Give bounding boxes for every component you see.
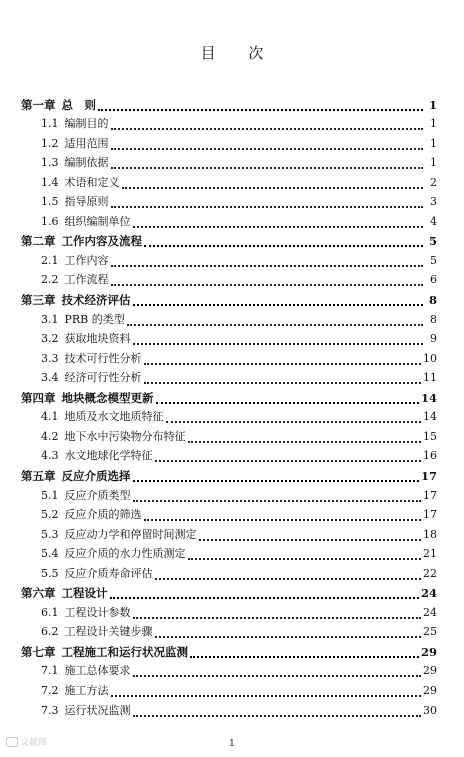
toc-entry-label [41,254,109,268]
toc-entry-label [41,332,131,346]
toc-entry-number: 5.2 [41,508,59,522]
toc-entry-number: 2.2 [41,273,59,287]
toc-leader-dots [111,127,423,130]
toc-chapter-row [0,583,464,603]
toc-entry-number: 5.4 [41,547,59,561]
toc-entry-number: 第四章 [21,390,56,405]
toc-section-row [0,700,464,720]
page-number: 1 [229,739,235,749]
toc-entry-text: 工程设计关键步骤 [64,625,153,639]
toc-leader-dots [155,577,421,580]
toc-entry-label [41,547,186,561]
toc-entry-label [41,176,120,190]
toc-entry-text: PRB 的类型 [64,312,125,326]
toc-entry-label [41,449,153,463]
toc-entry-text: 反应动力学和停留时间测定 [64,527,197,541]
toc-page-number: 17 [423,508,437,522]
toc-page-number: 1 [430,136,437,150]
toc-section-row [0,153,464,173]
toc-leader-dots [111,147,423,150]
toc-entry-text: 工程施工和运行状况监测 [61,644,188,659]
toc-leader-dots [144,244,423,247]
toc-page-number: 2 [430,175,437,189]
toc-page-number: 5 [428,234,437,249]
toc-page-number: 4 [430,214,437,228]
toc-entry-number: 第一章 [21,97,56,112]
toc-leader-dots [111,694,421,697]
toc-page-number: 29 [420,644,437,659]
toc-entry-text: 工程设计参数 [64,605,131,619]
toc-entry-number: 6.1 [41,605,59,619]
toc-leader-dots [155,635,421,638]
toc-entry-text: 指导原则 [64,195,109,209]
toc-entry-number: 5.1 [41,488,59,502]
toc-entry-label [41,117,109,131]
toc-entry-number: 第七章 [21,644,56,659]
toc-leader-dots [144,381,421,384]
toc-chapter-row [0,465,464,485]
toc-entry-label [41,273,109,287]
toc-page-number: 10 [423,351,437,365]
toc-entry-label [41,410,164,424]
toc-entry-number: 5.5 [41,566,59,580]
toc-leader-dots [133,479,419,482]
toc-entry-text: 工程设计 [61,586,108,601]
toc-leader-dots [111,283,423,286]
toc-entry-number: 2.1 [41,253,59,267]
toc-entry-number: 第五章 [21,468,56,483]
toc-entry-text: 反应介质寿命评估 [64,566,153,580]
toc-page-number: 8 [430,312,437,326]
toc-title: 目 次 [200,44,278,62]
toc-entry-text: 技术可行性分析 [64,351,142,365]
toc-entry-label [41,508,142,522]
toc-section-row [0,446,464,466]
toc-entry-number: 1.3 [41,156,59,170]
toc-page-number: 16 [423,449,437,463]
toc-entry-number: 第三章 [21,293,56,307]
toc-page-number: 6 [430,273,437,287]
toc-entry-number: 3.3 [41,351,59,365]
toc-entry-label [41,664,131,678]
toc-chapter-row [0,290,464,310]
toc-entry-label [41,352,142,366]
toc-page-number: 1 [430,117,437,131]
toc-page-number: 9 [430,332,437,346]
toc-page-number: 24 [420,586,437,601]
toc-leader-dots [199,538,421,541]
toc-leader-dots [133,342,423,345]
toc-section-row [0,133,464,153]
toc-page-number: 21 [423,547,437,561]
toc-section-row [0,329,464,349]
toc-entry-label [41,704,131,718]
toc-entry-number: 第二章 [21,234,56,249]
toc-page-number: 25 [423,625,437,639]
toc-page-number: 5 [430,253,437,267]
toc-entry-text: 地质及水文地质特征 [64,410,164,424]
toc-chapter-row [0,231,464,251]
toc-entry-label [21,391,154,405]
toc-entry-number: 第六章 [21,586,56,601]
toc-leader-dots [156,401,419,404]
toc-section-row [0,114,464,134]
toc-entry-text: 反应介质的筛选 [64,508,142,522]
toc-chapter-row [0,641,464,661]
toc-leader-dots [133,616,421,619]
toc-page-number: 11 [423,371,437,385]
toc-leader-dots [188,440,421,443]
toc-entry-label [21,98,96,112]
toc-page-number: 3 [430,195,437,209]
toc-leader-dots [133,714,421,717]
toc-section-row [0,192,464,212]
toc-entry-text: 获取地块资料 [64,332,131,346]
toc-page-number: 30 [423,703,437,717]
toc-section-row [0,485,464,505]
toc-leader-dots [110,596,419,599]
toc-page-number: 17 [420,468,437,483]
toc-entry-text: 地块概念模型更新 [61,390,154,405]
toc-entry-text: 术语和定义 [64,175,120,189]
toc-section-row [0,563,464,583]
toc-entry-number: 4.3 [41,449,59,463]
toc-section-row [0,172,464,192]
toc-leader-dots [111,264,423,267]
toc-entry-label [41,156,109,170]
toc-section-row [0,348,464,368]
watermark-text: 文献阁 [20,738,48,748]
toc-entry-text: 适用范围 [64,136,109,150]
toc-entry-label [41,430,186,444]
toc-entry-label [41,606,131,620]
toc-entry-number: 1.4 [41,175,59,189]
toc-page-number: 24 [423,605,437,619]
toc-entry-label [41,684,109,698]
toc-leader-dots [166,420,421,423]
toc-section-row [0,544,464,564]
toc-page-number: 29 [423,684,437,697]
toc-section-row [0,211,464,231]
toc-entry-text: 工作内容及流程 [61,234,142,249]
toc-entry-text: 编制依据 [64,156,109,170]
toc-leader-dots [155,459,421,462]
toc-entry-text: 施工方法 [64,684,109,697]
toc-section-row [0,524,464,544]
toc-entry-number: 3.2 [41,332,59,346]
toc-entry-text: 地下水中污染物分布特征 [64,429,186,443]
toc-entry-number: 7.2 [41,684,59,697]
toc-entry-text: 组织编制单位 [64,214,131,228]
toc-leader-dots [144,518,421,521]
watermark [6,735,47,748]
toc-page-number: 17 [423,488,437,502]
toc-entry-label [41,489,131,503]
toc-entry-label [21,234,142,248]
toc-chapter-row [0,94,464,114]
toc-leader-dots [98,108,423,111]
toc-entry-text: 技术经济评估 [61,293,131,307]
toc-entry-number: 3.4 [41,371,59,385]
toc-section-row [0,250,464,270]
toc-entry-number: 4.2 [41,429,59,443]
toc-chapter-row [0,387,464,407]
toc-entry-label [41,195,109,209]
toc-section-row [0,309,464,329]
toc-section-row [0,407,464,427]
toc-leader-dots [133,225,423,228]
toc-leader-dots [133,674,421,677]
toc-page-number: 15 [423,429,437,443]
toc-entry-number: 3.1 [41,312,59,326]
toc-entry-number: 1.5 [41,195,59,209]
toc-section-row [0,505,464,525]
toc-entry-text: 反应介质的水力性质测定 [64,547,186,561]
toc-page-number: 1 [428,97,437,112]
toc-entry-text: 反应介质类型 [64,488,131,502]
toc-leader-dots [144,362,421,365]
toc-leader-dots [127,323,423,326]
toc-entry-label [41,313,125,327]
toc-entry-number: 4.1 [41,410,59,424]
toc-entry-number: 7.1 [41,664,59,678]
toc-entry-label [41,137,109,151]
toc-leader-dots [133,499,421,502]
toc-entry-label [21,645,188,659]
toc-page-number: 22 [423,566,437,580]
toc-entry-label [21,469,131,483]
toc-entry-label [41,625,153,639]
toc-entry-text: 运行状况监测 [64,703,131,717]
toc-entry-label [41,215,131,229]
toc-section-row [0,426,464,446]
toc-entry-text: 反应介质选择 [61,468,131,483]
toc-page-number: 18 [423,527,437,541]
toc-entry-label [41,371,142,385]
toc-entry-number: 6.2 [41,625,59,639]
toc-entry-label [21,293,131,307]
toc-entry-number: 1.6 [41,214,59,228]
toc-section-row [0,681,464,701]
toc-entry-number: 7.3 [41,703,59,717]
toc-section-row [0,270,464,290]
toc-entry-text: 编制目的 [64,117,109,131]
toc-section-row [0,368,464,388]
toc-entry-text: 工作流程 [64,273,109,287]
toc-entry-text: 总 则 [61,97,96,112]
toc-leader-dots [122,186,423,189]
toc-entry-text: 经济可行性分析 [64,371,142,385]
toc-entry-number: 5.3 [41,527,59,541]
toc-section-row [0,661,464,681]
toc-section-row [0,602,464,622]
toc-entry-number: 1.2 [41,136,59,150]
toc-entry-text: 施工总体要求 [64,664,131,678]
toc-page-number: 29 [423,664,437,678]
toc-page-number: 1 [430,156,437,170]
toc-leader-dots [111,166,423,169]
toc-entry-text: 水文地球化学特征 [64,449,153,463]
toc-section-row [0,622,464,642]
watermark-icon [6,737,18,747]
toc-page-number: 14 [420,390,437,405]
toc-leader-dots [133,303,423,306]
toc-entry-number: 1.1 [41,117,59,131]
toc-entry-label [41,528,197,542]
toc-entry-text: 工作内容 [64,253,109,267]
toc-leader-dots [111,205,423,208]
toc-entry-label [41,567,153,581]
toc-page-number: 8 [428,293,437,307]
toc-leader-dots [188,557,421,560]
toc-page-number: 14 [423,410,437,424]
toc-entry-label [21,586,108,600]
toc-leader-dots [190,655,419,658]
